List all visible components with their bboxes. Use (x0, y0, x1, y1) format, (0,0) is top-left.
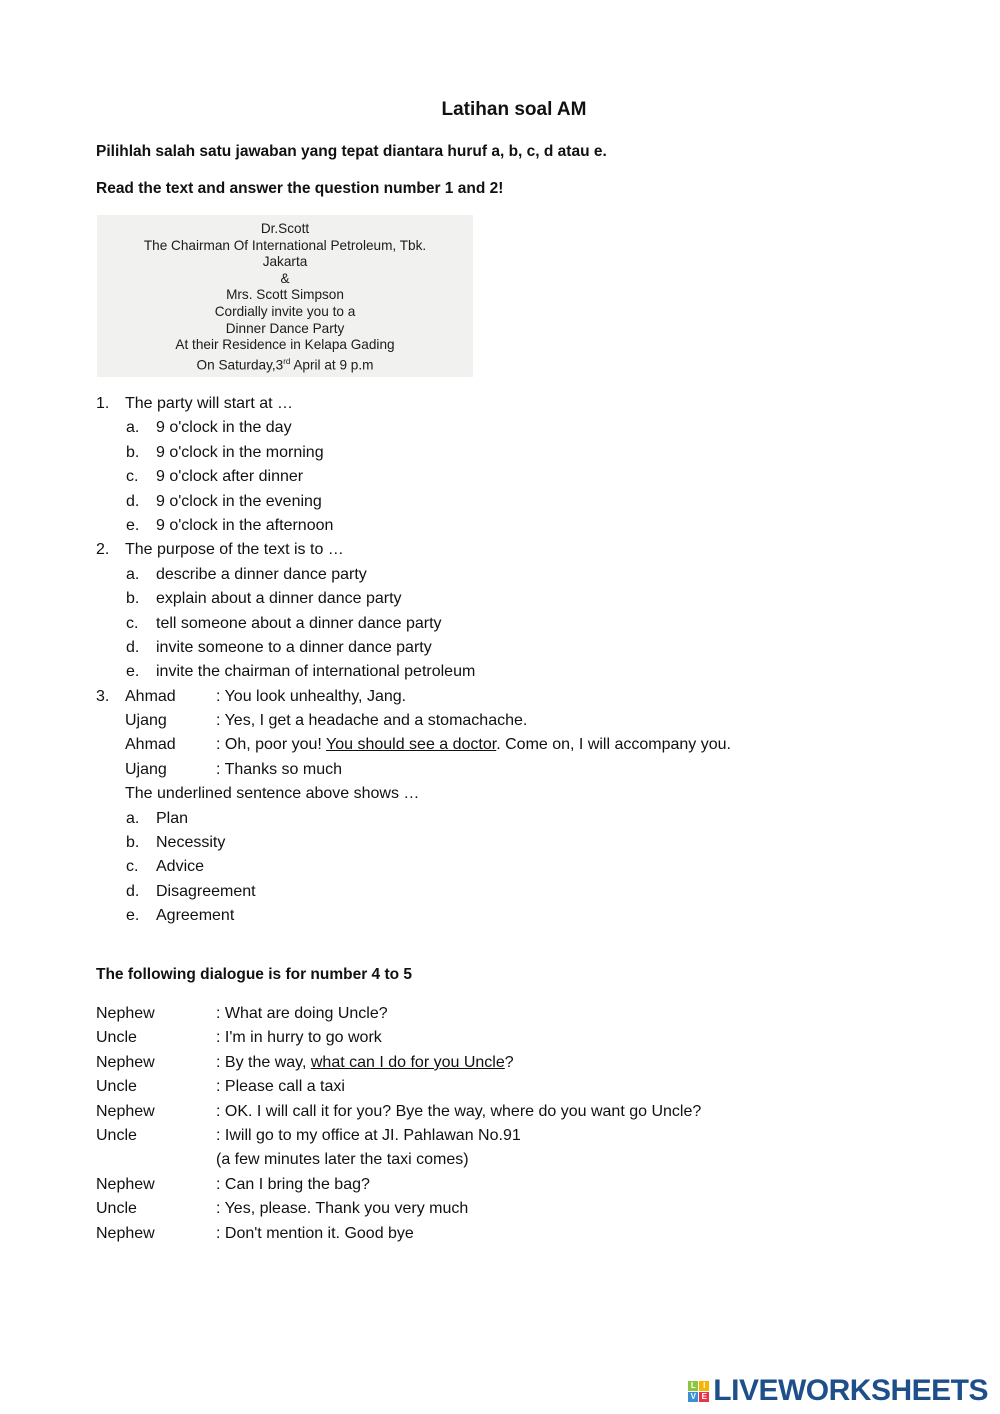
option-letter: d. (126, 882, 140, 900)
utterance (216, 733, 731, 757)
utterance-pre: : By the way, (216, 1053, 311, 1071)
speaker: Ujang (125, 760, 167, 778)
option-letter: a. (126, 419, 140, 437)
invitation-line: The Chairman Of International Petroleum, Tbk. (143, 237, 427, 253)
option-letter: b. (126, 443, 140, 461)
logo-cubes-icon (688, 1381, 709, 1402)
invitation-line: Jakarta (262, 254, 308, 270)
option-text: 9 o'clock after dinner (156, 468, 304, 486)
option-letter: d. (126, 492, 140, 510)
utterance: : Yes, I get a headache and a stomachache. (216, 712, 528, 730)
option-text: Necessity (156, 834, 226, 852)
option-text: tell someone about a dinner dance party (156, 614, 442, 632)
utterance-post: ? (504, 1053, 514, 1071)
invitation-line: Cordially invite you to a (214, 303, 356, 319)
option-text: Disagreement (156, 882, 256, 900)
utterance: : Iwill go to my office at JI. Pahlawan No.91 (216, 1126, 521, 1144)
underlined-sentence: what can I do for you Uncle (310, 1053, 505, 1071)
option-letter: d. (126, 638, 140, 656)
option-text: Advice (156, 858, 205, 876)
utterance (216, 1051, 514, 1075)
option-letter: e. (126, 516, 140, 534)
speaker: Uncle (96, 1029, 137, 1047)
option-text: Plan (156, 809, 189, 827)
invitation-line: Dinner Dance Party (225, 320, 345, 336)
invitation-line: At their Residence in Kelapa Gading (175, 337, 395, 353)
option-text: 9 o'clock in the afternoon (156, 516, 334, 534)
logo-cube: V (688, 1392, 698, 1402)
utterance: (a few minutes later the taxi comes) (216, 1151, 469, 1169)
option-text: describe a dinner dance party (156, 565, 367, 583)
invitation-time: April at 9 p.m (290, 357, 374, 373)
logo-cube: L (688, 1381, 698, 1391)
utterance: : What are doing Uncle? (216, 1005, 388, 1022)
question-number: 2. (96, 541, 110, 559)
invitation-date-sup: rd (283, 356, 291, 366)
utterance: : OK. I will call it for you? Bye the way, where do you want go Uncle? (216, 1102, 702, 1120)
invitation-line: Dr.Scott (260, 221, 310, 236)
option-letter: e. (126, 663, 140, 681)
question-text: The party will start at … (125, 395, 294, 412)
option-letter: c. (126, 468, 139, 486)
underlined-sentence: You should see a doctor (326, 736, 497, 754)
option-letter: c. (126, 614, 139, 632)
liveworksheets-logo (688, 1374, 988, 1408)
utterance: : Can I bring the bag? (216, 1175, 370, 1193)
speaker: Nephew (96, 1102, 155, 1120)
option-text: invite someone to a dinner dance party (156, 638, 432, 656)
speaker: Uncle (96, 1200, 137, 1218)
page-title: Latihan soal AM (441, 99, 587, 120)
utterance-pre: : Oh, poor you! (216, 736, 326, 754)
invitation-line: Mrs. Scott Simpson (226, 287, 344, 303)
speaker: Uncle (96, 1078, 137, 1096)
option-letter: a. (126, 565, 140, 583)
logo-cube: I (699, 1381, 709, 1391)
option-text: Agreement (156, 907, 235, 925)
invitation-line: & (280, 270, 290, 286)
option-letter: c. (126, 858, 139, 876)
utterance: : Thanks so much (216, 760, 342, 778)
utterance: : I'm in hurry to go work (216, 1029, 382, 1047)
logo-text: LIVEWORKSHEETS (713, 1374, 988, 1407)
speaker: Nephew (96, 1053, 155, 1071)
question-text: The underlined sentence above shows … (125, 785, 420, 803)
speaker: Ahmad (125, 736, 176, 754)
question-number: 1. (96, 395, 110, 412)
utterance: : Don't mention it. Good bye (216, 1224, 414, 1242)
option-text: explain about a dinner dance party (156, 590, 402, 608)
speaker: Uncle (96, 1126, 137, 1144)
invitation-date: On Saturday,3 (196, 357, 284, 373)
read-instruction: Read the text and answer the question number 1 and 2! (96, 180, 504, 197)
speaker: Nephew (96, 1175, 155, 1193)
option-letter: b. (126, 834, 140, 852)
speaker: Ujang (125, 712, 167, 730)
section-2-title: The following dialogue is for number 4 to 5 (96, 966, 413, 983)
instruction: Pilihlah salah satu jawaban yang tepat diantara huruf a, b, c, d atau e. (96, 143, 607, 160)
utterance: : Yes, please. Thank you very much (216, 1200, 469, 1218)
speaker: Ahmad (125, 687, 176, 705)
option-letter: a. (126, 809, 140, 827)
speaker: Nephew (96, 1005, 155, 1022)
option-text: 9 o'clock in the evening (156, 492, 322, 510)
invitation-line (97, 354, 473, 374)
invitation-image (97, 215, 473, 377)
option-text: invite the chairman of international petroleum (156, 663, 476, 681)
option-letter: b. (126, 590, 140, 608)
logo-cube: E (699, 1392, 709, 1402)
option-letter: e. (126, 907, 140, 925)
option-text: 9 o'clock in the day (156, 419, 292, 437)
question-text: The purpose of the text is to … (125, 541, 344, 559)
utterance-post: . Come on, I will accompany you. (496, 736, 731, 754)
question-number: 3. (96, 687, 110, 705)
speaker: Nephew (96, 1224, 155, 1242)
utterance: : Please call a taxi (216, 1078, 345, 1096)
utterance: : You look unhealthy, Jang. (216, 687, 407, 705)
option-text: 9 o'clock in the morning (156, 443, 324, 461)
